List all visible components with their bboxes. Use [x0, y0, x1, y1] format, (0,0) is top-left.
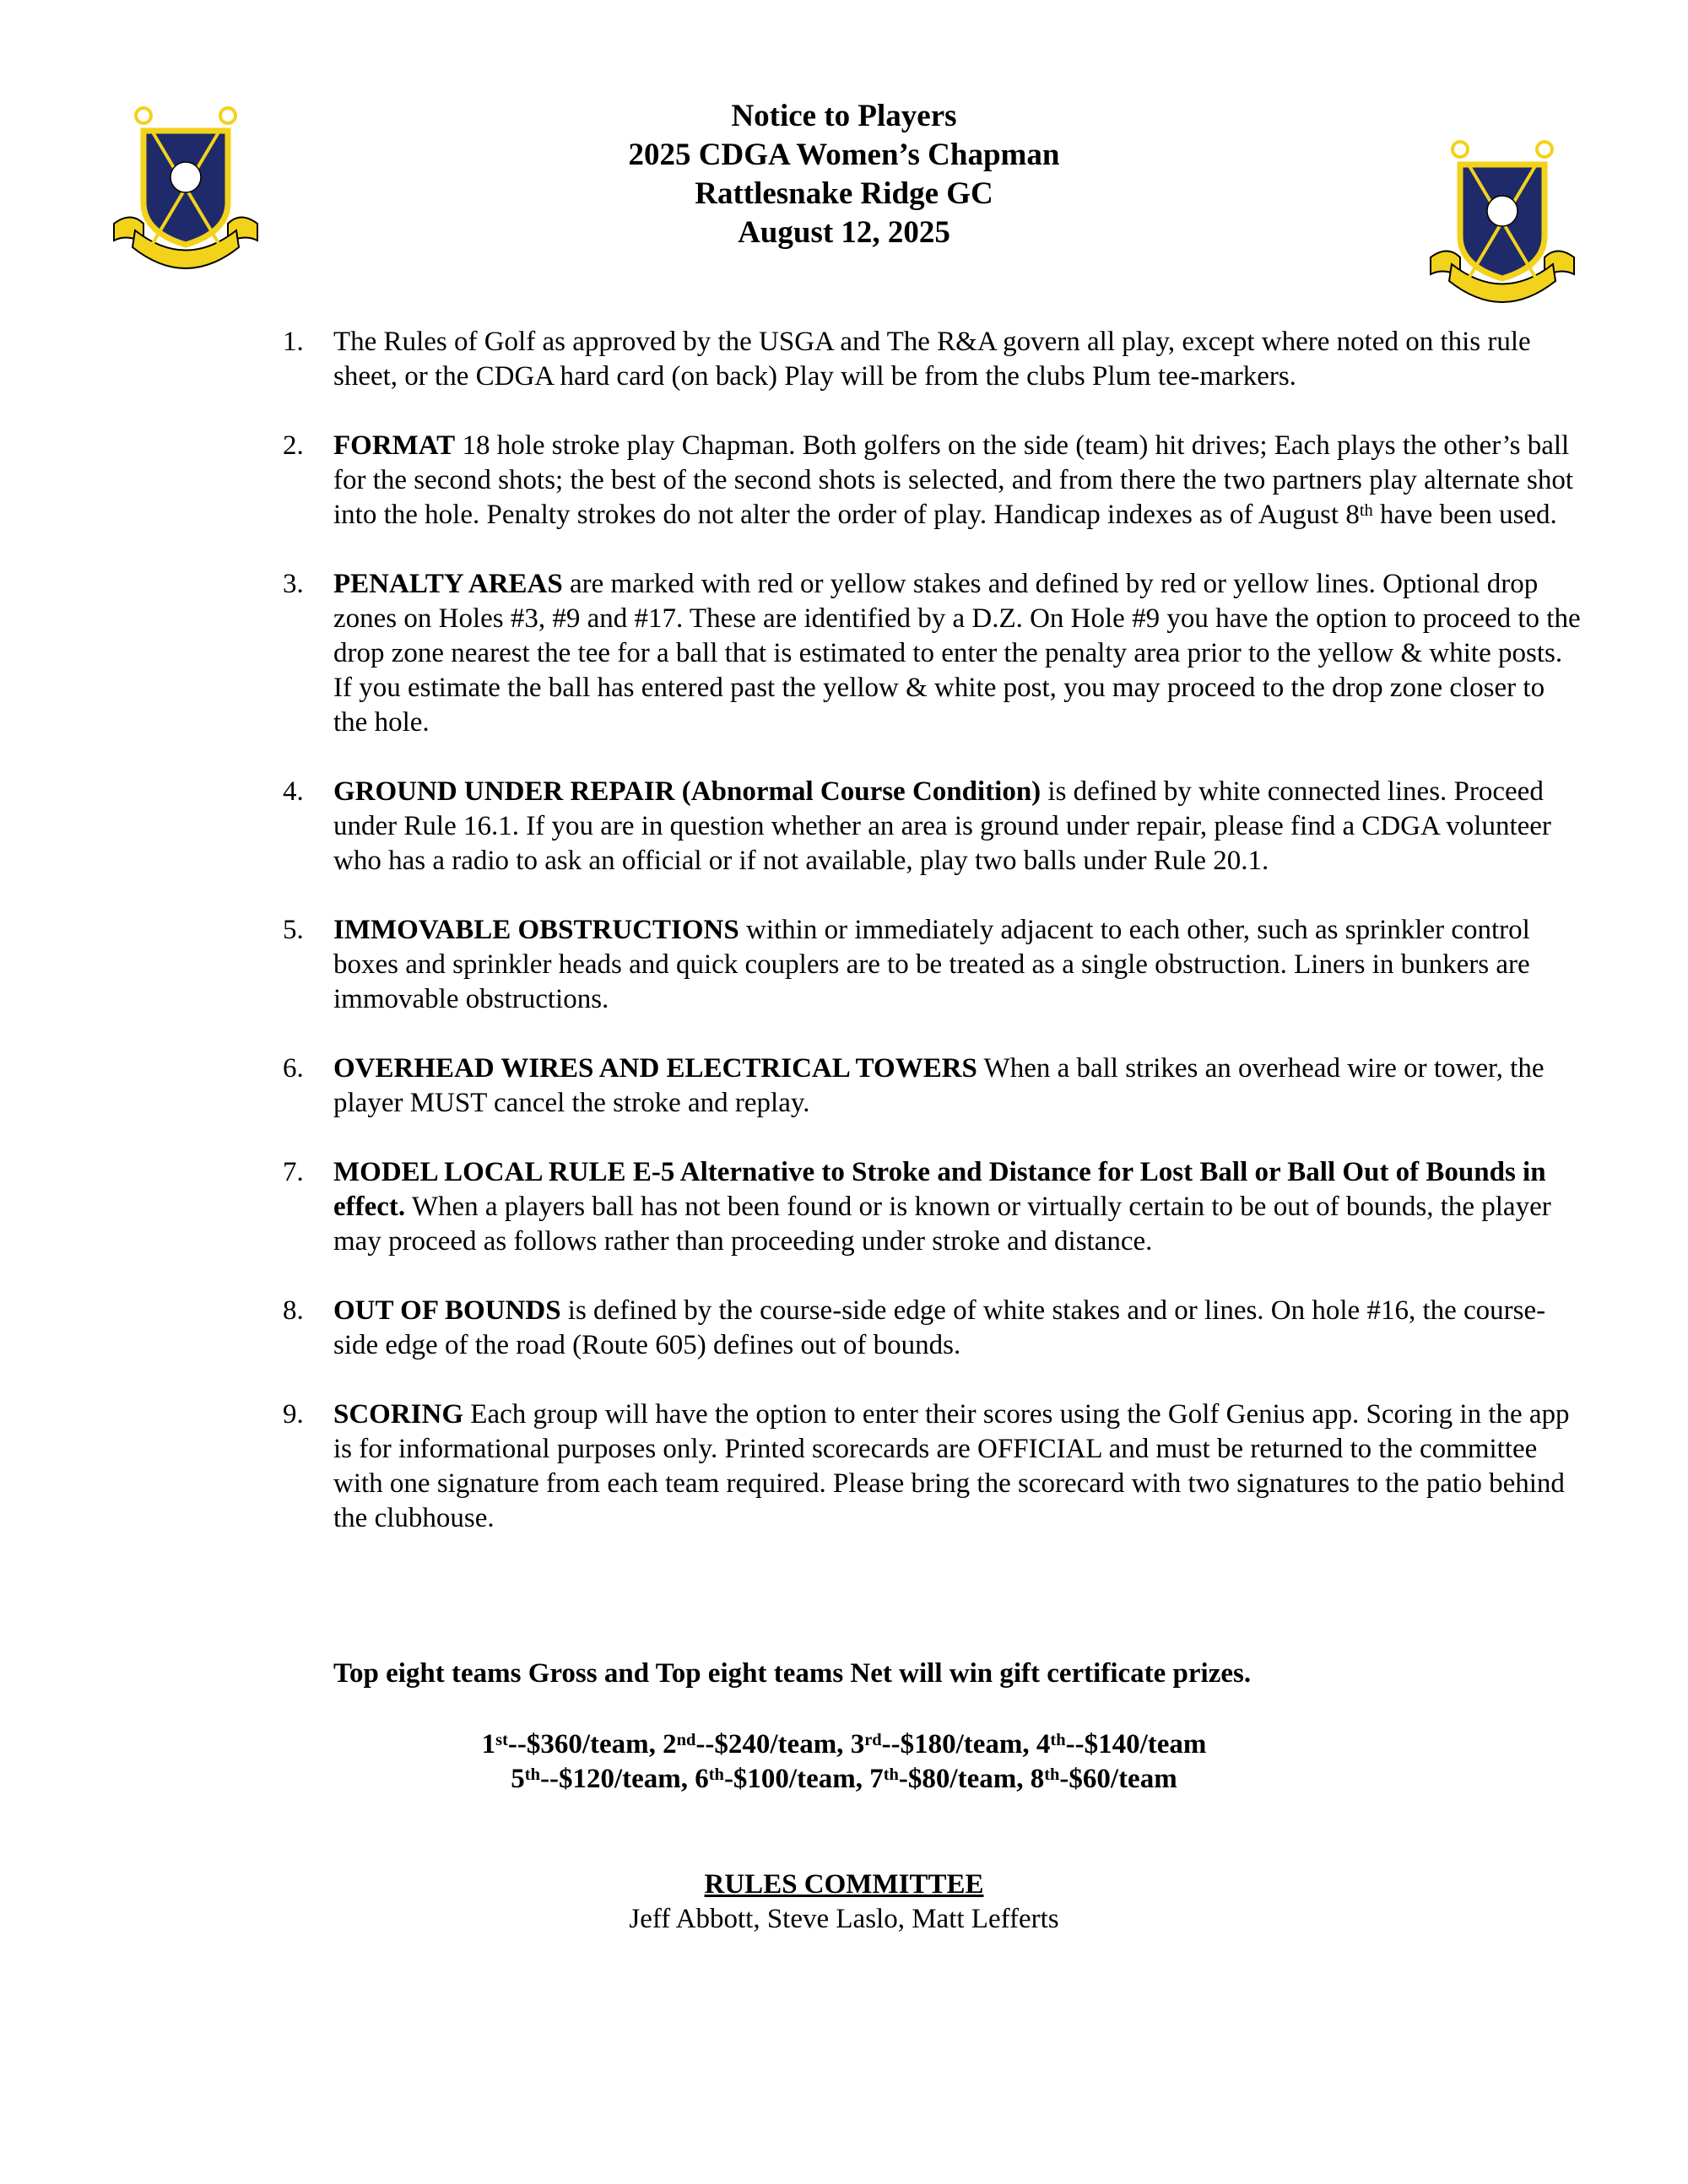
- ordinal-suffix: th: [1359, 500, 1373, 520]
- rule-heading: PENALTY AREAS: [333, 569, 563, 599]
- rule-item: [279, 1155, 1582, 1259]
- prize-place: 3: [850, 1729, 865, 1760]
- prize-intro: Top eight teams Gross and Top eight teams Net will win gift certificate prizes.: [333, 1658, 1252, 1689]
- prize-amount: --$180/team,: [881, 1729, 1036, 1760]
- rule-body: are marked with red or yellow stakes and defined by red or yellow lines. Optional drop zones on Holes #3, #9 and #17. These are identified by a D.Z. On Hole #9 you have the option to proceed to the drop zone nearest the tee for a ball that is estimated to enter the penalty area prior to the yellow & white posts. If you estimate the ball has entered past the yellow & white post, you may proceed to the drop zone closer to the hole.: [333, 569, 1581, 738]
- prize-amount: -$100/team,: [723, 1764, 870, 1794]
- prize-amount: --$120/team,: [539, 1764, 695, 1794]
- rule-item: [279, 775, 1582, 878]
- prize-place: 1: [481, 1729, 496, 1760]
- prize-suffix: th: [524, 1765, 540, 1784]
- prize-suffix: st: [495, 1730, 508, 1749]
- prize-amount: -$80/team,: [898, 1764, 1031, 1794]
- rule-text: [333, 569, 1581, 738]
- rule-item: [279, 429, 1582, 532]
- rule-heading: MODEL LOCAL RULE E-5 Alternative to Stroke and Distance for Lost Ball or Ball Out of Bounds in effect.: [333, 1157, 1546, 1222]
- rule-heading: OUT OF BOUNDS: [333, 1295, 561, 1326]
- prize-amount: --$240/team,: [695, 1729, 851, 1760]
- header-event: 2025 CDGA Women’s Chapman: [628, 138, 1060, 172]
- prize-place: 5: [511, 1764, 525, 1794]
- rule-item: [279, 913, 1582, 1017]
- prize-place: 8: [1030, 1764, 1045, 1794]
- prize-line-1: [0, 1727, 1688, 1762]
- prize-amount: -$60/team: [1059, 1764, 1177, 1794]
- rule-body: When a ball strikes an overhead wire or tower, the player MUST cancel the stroke and replay.: [333, 1053, 1545, 1118]
- prize-line-2: [0, 1762, 1688, 1797]
- rule-body: is defined by white connected lines. Proceed under Rule 16.1. If you are in question whether an area is ground under repair, please find a CDGA volunteer who has a radio to ask an official or if not available, play two balls under Rule 20.1.: [333, 776, 1551, 876]
- prize-place: 7: [869, 1764, 884, 1794]
- rule-text: [333, 915, 1530, 1014]
- rule-number: 2.: [283, 430, 304, 461]
- rule-text: [333, 1399, 1570, 1533]
- rule-text: [333, 1295, 1545, 1360]
- prize-lines: [0, 1727, 1688, 1797]
- rule-item: [279, 1051, 1582, 1121]
- rule-heading: IMMOVABLE OBSTRUCTIONS: [333, 915, 739, 945]
- rule-item: [279, 567, 1582, 740]
- prize-place: 2: [663, 1729, 677, 1760]
- rule-body: The Rules of Golf as approved by the USGA and The R&A govern all play, except where noted on this rule sheet, or the CDGA hard card (on back) Play will be from the clubs Plum tee-markers.: [333, 327, 1531, 392]
- rule-heading: OVERHEAD WIRES AND ELECTRICAL TOWERS: [333, 1053, 977, 1084]
- rule-text: [333, 430, 1573, 530]
- rule-heading: GROUND UNDER REPAIR (Abnormal Course Condition): [333, 776, 1041, 807]
- prize-suffix: nd: [676, 1730, 696, 1749]
- rule-heading: FORMAT: [333, 430, 456, 461]
- committee-members: Jeff Abbott, Steve Laslo, Matt Lefferts: [629, 1904, 1059, 1934]
- rules-committee: [0, 1868, 1688, 1937]
- prize-amount: --$140/team: [1065, 1729, 1207, 1760]
- header-date: August 12, 2025: [738, 215, 950, 250]
- rule-number: 7.: [283, 1157, 304, 1187]
- rule-body: is defined by the course-side edge of white stakes and or lines. On hole #16, the course-side edge of the road (Route 605) defines out of bounds.: [333, 1295, 1546, 1360]
- notice-header: [0, 97, 1688, 252]
- rule-number: 8.: [283, 1295, 304, 1326]
- rule-text: [333, 1157, 1551, 1257]
- committee-title: RULES COMMITTEE: [704, 1869, 984, 1900]
- rule-text: [333, 327, 1531, 392]
- prize-suffix: rd: [864, 1730, 882, 1749]
- rule-text: [333, 1053, 1544, 1118]
- prize-suffix: th: [708, 1765, 724, 1784]
- rule-item: [279, 1294, 1582, 1363]
- rule-item: [279, 325, 1582, 394]
- prize-place: 6: [695, 1764, 709, 1794]
- rule-number: 3.: [283, 569, 304, 599]
- rule-body: 18 hole stroke play Chapman. Both golfers on the side (team) hit drives; Each plays the other’s ball for the second shots; the best of the second shots is selected, and from there the two partners play alternate shot into the hole. Penalty strokes do not alter the order of play. Handicap indexes as of August 8: [333, 430, 1573, 530]
- rule-item: [279, 1397, 1582, 1536]
- prize-suffix: th: [883, 1765, 899, 1784]
- header-title: Notice to Players: [731, 99, 957, 133]
- rule-number: 5.: [283, 915, 304, 945]
- rule-number: 1.: [283, 327, 304, 357]
- rules-list: [279, 325, 1582, 1570]
- prize-suffix: th: [1044, 1765, 1060, 1784]
- prize-place: 4: [1036, 1729, 1051, 1760]
- header-venue: Rattlesnake Ridge GC: [695, 176, 993, 211]
- rule-body: Each group will have the option to enter their scores using the Golf Genius app. Scoring in the app is for informational purposes only. Printed scorecards are OFFICIAL and must be returned to the committee with one signature from each team required. Please bring the scorecard with two signatures to the patio behind the clubhouse.: [333, 1399, 1570, 1533]
- prize-amount: --$360/team,: [507, 1729, 663, 1760]
- rule-number: 6.: [283, 1053, 304, 1084]
- prize-suffix: th: [1050, 1730, 1066, 1749]
- rule-text: [333, 776, 1551, 876]
- rule-number: 9.: [283, 1399, 304, 1430]
- rule-body: When a players ball has not been found or is known or virtually certain to be out of bounds, the player may proceed as follows rather than proceeding under stroke and distance.: [333, 1192, 1551, 1257]
- rule-number: 4.: [283, 776, 304, 807]
- rule-body-end: have been used.: [1372, 500, 1557, 530]
- rule-body: within or immediately adjacent to each other, such as sprinkler control boxes and sprinkler heads and quick couplers are to be treated as a single obstruction. Liners in bunkers are immovable obstructions.: [333, 915, 1530, 1014]
- rule-heading: SCORING: [333, 1399, 464, 1430]
